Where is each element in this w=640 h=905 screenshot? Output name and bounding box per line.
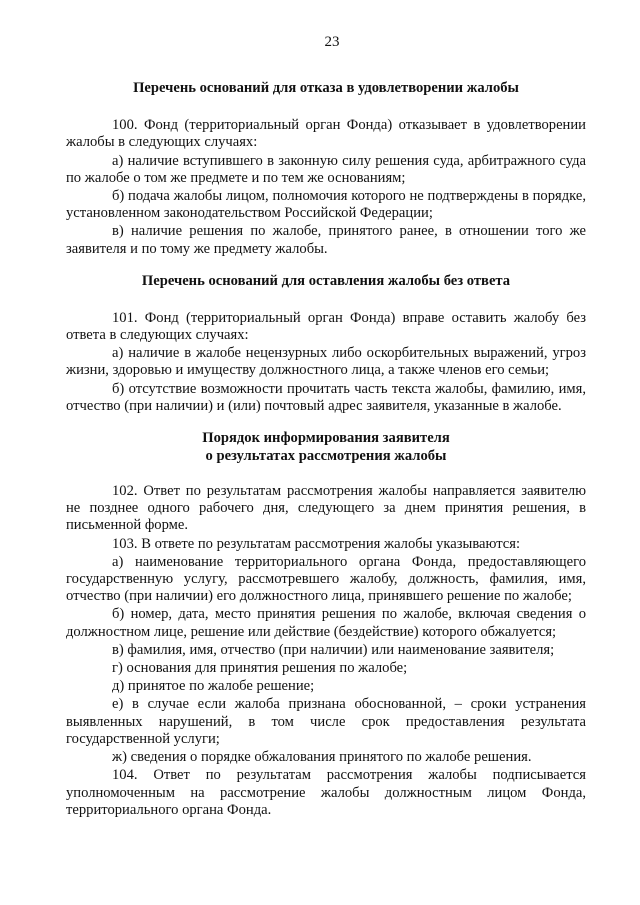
paragraph: ж) сведения о порядке обжалования принятого по жалобе решения.: [112, 749, 532, 766]
paragraph: 102. Ответ по результатам рассмотрения жалобы направляется заявителю не позднее одного рабочего дня, следующего за днем принятия решения, в письменной форме.: [66, 483, 586, 534]
paragraph: 100. Фонд (территориальный орган Фонда) отказывает в удовлетворении жалобы в следующих случаях:: [66, 117, 586, 151]
section-heading-line: Порядок информирования заявителя: [202, 430, 450, 447]
paragraph: в) наличие решения по жалобе, принятого ранее, в отношении того же заявителя и по тому же предмету жалобы.: [66, 223, 586, 257]
paragraph: б) номер, дата, место принятия решения по жалобе, включая сведения о должностном лице, решение или действие (бездействие) которого обжалуется;: [66, 606, 586, 640]
paragraph: а) наличие вступившего в законную силу решения суда, арбитражного суда по жалобе о том же предмете и по тем же основаниям;: [66, 152, 586, 186]
paragraph: д) принятое по жалобе решение;: [112, 678, 315, 695]
paragraph: б) подача жалобы лицом, полномочия которого не подтверждены в порядке, установленном законодательством Российской Федерации;: [66, 188, 586, 222]
section-heading: [66, 429, 586, 465]
paragraph: б) отсутствие возможности прочитать часть текста жалобы, фамилию, имя, отчество (при наличии) и (или) почтовый адрес заявителя, указанные в жалобе.: [66, 380, 586, 414]
section-heading: Перечень оснований для оставления жалобы без ответа: [141, 272, 511, 289]
paragraph: 103. В ответе по результатам рассмотрения жалобы указываются:: [112, 535, 521, 552]
paragraph: 101. Фонд (территориальный орган Фонда) вправе оставить жалобу без ответа в следующих случаях:: [66, 309, 586, 344]
paragraph: а) наличие в жалобе нецензурных либо оскорбительных выражений, угроз жизни, здоровью и имуществу должностного лица, а также членов его семьи;: [66, 345, 586, 379]
page-number: 23: [324, 34, 340, 50]
paragraph: в) фамилия, имя, отчество (при наличии) или наименование заявителя;: [112, 641, 555, 658]
section-heading: Перечень оснований для отказа в удовлетворении жалобы: [133, 80, 519, 97]
section-no-response-grounds: [66, 272, 586, 415]
document-page: [66, 34, 586, 819]
paragraph: а) наименование территориального органа Фонда, предоставляющего государственную услугу, рассмотревшего жалобу, должность, фамилия, имя, отчество (при наличии) его должностного лица, принявшего решение по жалобе;: [66, 553, 586, 605]
paragraph: г) основания для принятия решения по жалобе;: [112, 660, 408, 677]
section-heading-line: о результатах рассмотрения жалобы: [205, 448, 447, 465]
section-refusal-grounds: [66, 79, 586, 258]
paragraph: 104. Ответ по результатам рассмотрения жалобы подписывается уполномоченным на рассмотрение жалобы должностным лицом Фонда, территориального органа Фонда.: [66, 767, 586, 818]
section-informing-procedure: [66, 429, 586, 819]
paragraph: е) в случае если жалоба признана обоснованной, – сроки устранения выявленных нарушений, в том числе срок предоставления результата государственной услуги;: [66, 696, 586, 747]
